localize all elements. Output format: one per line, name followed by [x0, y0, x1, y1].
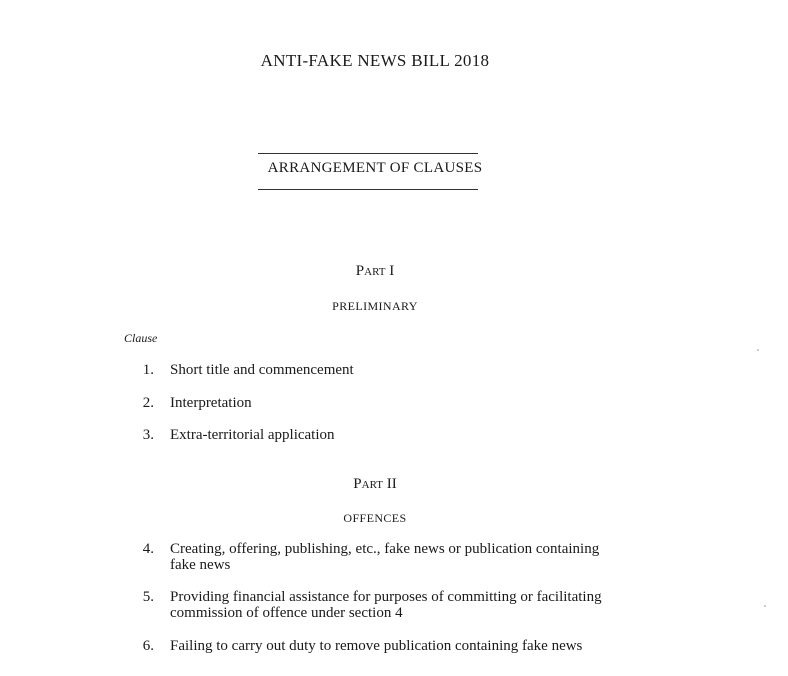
scan-speck: [764, 605, 766, 607]
clause-number: 2.: [142, 395, 154, 411]
part-1-subheading: PRELIMINARY: [332, 299, 418, 313]
clause-item: [130, 395, 670, 411]
document-title: ANTI-FAKE NEWS BILL 2018: [260, 51, 490, 70]
heading-rule-top: [258, 153, 478, 154]
clause-number: 3.: [142, 427, 154, 443]
part-1-heading: [0, 263, 750, 280]
clause-text: Extra-territorial application: [170, 427, 335, 443]
heading-rule-bottom: [258, 189, 478, 190]
clause-text: [170, 541, 660, 573]
clause-text-line: Creating, offering, publishing, etc., fake news or publication containing: [170, 541, 600, 557]
clause-text: Short title and commencement: [170, 362, 354, 378]
clause-number: 5.: [142, 589, 154, 605]
clause-text-line: fake news: [170, 557, 231, 573]
clause-item: [130, 362, 670, 378]
part-1-heading-text: Part I: [355, 263, 395, 279]
clause-column-label: Clause: [124, 331, 158, 345]
clause-number: 1.: [142, 362, 154, 378]
clause-text-line: Providing financial assistance for purposes of committing or facilitating: [170, 589, 602, 605]
clause-text-line: commission of offence under section 4: [170, 605, 403, 621]
part-2-heading-text: Part II: [353, 476, 397, 492]
arrangement-heading: ARRANGEMENT OF CLAUSES: [267, 160, 483, 176]
clause-number: 6.: [142, 638, 154, 654]
clause-item: [130, 427, 670, 443]
clause-item: [130, 589, 670, 623]
scan-speck: [757, 349, 759, 351]
clause-text: Failing to carry out duty to remove publication containing fake news: [170, 638, 583, 654]
clause-item: [130, 638, 670, 654]
clause-item: [130, 541, 670, 575]
part-2-heading: [0, 476, 750, 493]
clause-number: 4.: [142, 541, 154, 557]
clause-text: Interpretation: [170, 395, 252, 411]
part-2-subheading: OFFENCES: [343, 511, 407, 525]
clause-text: [170, 589, 660, 621]
